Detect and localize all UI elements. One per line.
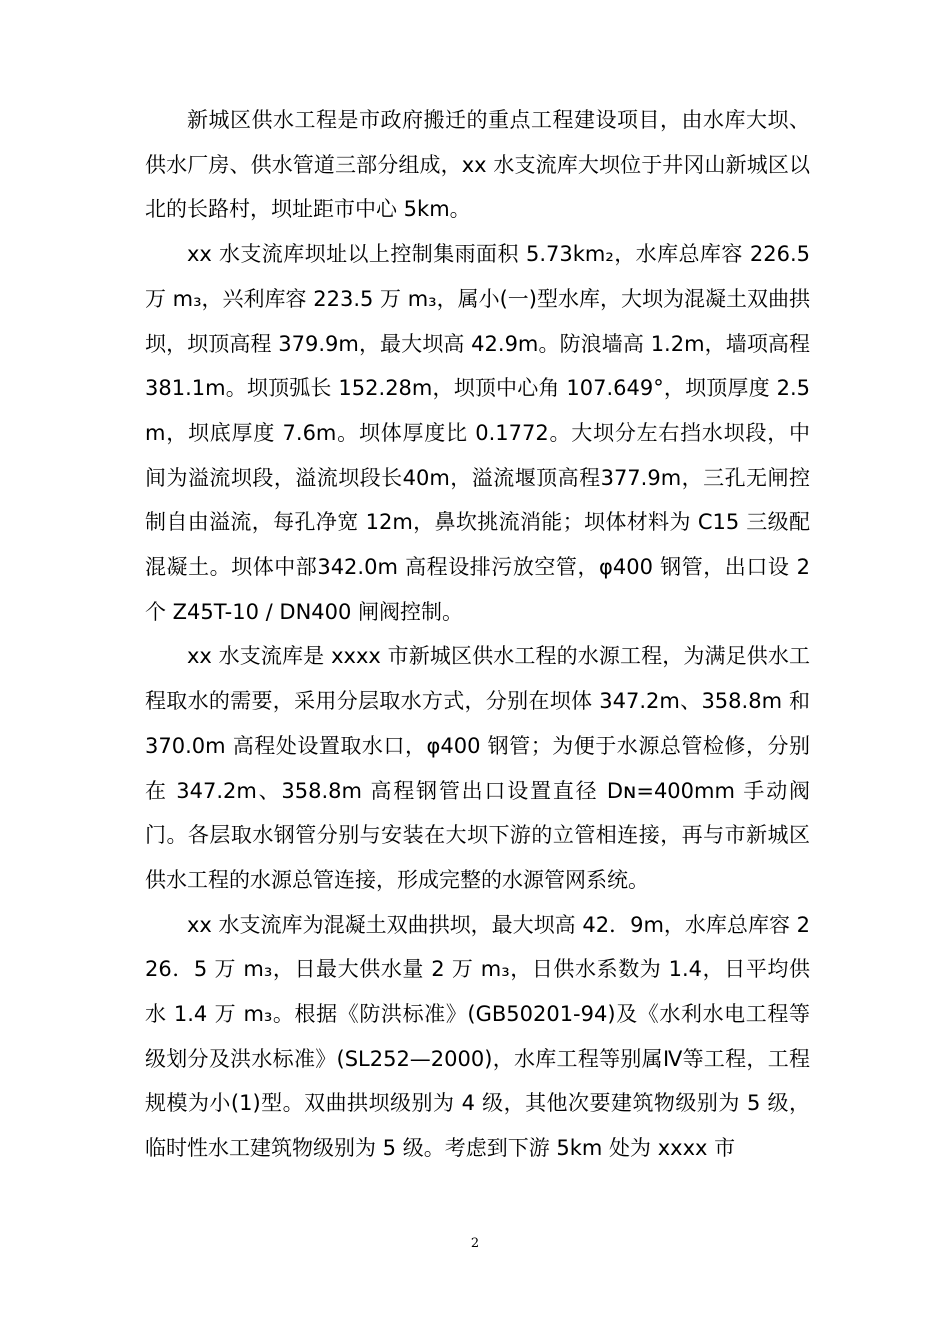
paragraph-water-intake: xx 水支流库是 xxxx 市新城区供水工程的水源工程，为满足供水工程取水的需要，采用分层取水方式，分别在坝体 347.2m、358.8m 和 370.0m 高程处设置取水口，φ400 钢管；为便于水源总管检修，分别在 347.2m、358.8m 高程钢管出口设置直径 Dɴ=400mm 手动阀门。各层取水钢管分别与安装在大坝下游的立管相连接，再与市新城区供水工程的水源总管连接，形成完整的水源管网系统。 [145, 644, 810, 892]
page-number: 2 [470, 1236, 480, 1251]
paragraph-dam-parameters: xx 水支流库坝址以上控制集雨面积 5.73km₂，水库总库容 226.5 万 m₃，兴利库容 223.5 万 m₃，属小(一)型水库，大坝为混凝土双曲拱坝，坝顶高程 379.9m，最大坝高 42.9m。防浪墙高 1.2m，墙项高程 381.1m。坝顶弧长 152.28m，坝顶中心角 107.649°，坝顶厚度 2.5m，坝底厚度 7.6m。坝体厚度比 0.1772。大坝分左右挡水坝段，中间为溢流坝段，溢流坝段长40m，溢流堰顶高程377.9m，三孔无闸控制自由溢流，每孔净宽 12m，鼻坎挑流消能；坝体材料为 C15 三级配混凝土。坝体中部342.0m 高程设排污放空管，φ400 钢管，出口设 2 个 Z45T-10 / DN400 闸阀控制。 [145, 242, 810, 624]
document-body [145, 98, 810, 1171]
paragraph-engineering-grade: xx 水支流库为混凝土双曲拱坝，最大坝高 42．9m，水库总库容 226．5 万 m₃，日最大供水量 2 万 m₃，日供水系数为 1.4，日平均供水 1.4 万 m₃。根据《防洪标准》(GB50201-94)及《水利水电工程等级划分及洪水标准》(SL252—2000)，水库工程等别属Ⅳ等工程，工程规模为小(1)型。双曲拱坝级别为 4 级，其他次要建筑物级别为 5 级，临时性水工建筑物级别为 5 级。考虑到下游 5km 处为 xxxx 市 [145, 912, 810, 1161]
paragraph-project-overview: 新城区供水工程是市政府搬迁的重点工程建设项目，由水库大坝、供水厂房、供水管道三部分组成，xx 水支流库大坝位于井冈山新城区以北的长路村，坝址距市中心 5km。 [145, 108, 810, 222]
